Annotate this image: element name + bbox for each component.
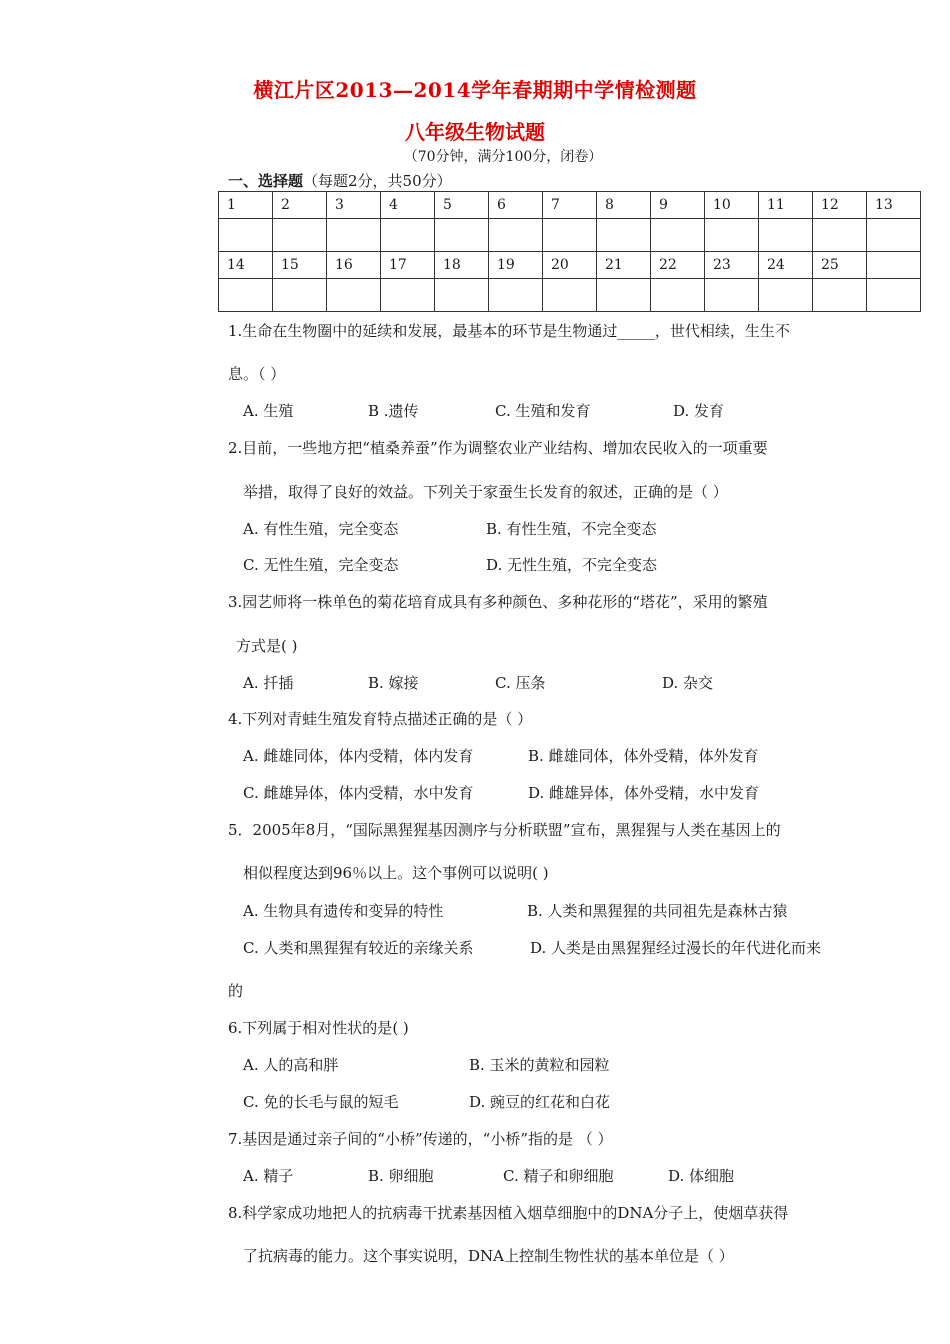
question-7-option-d[interactable]: D. 体细胞	[668, 1167, 735, 1185]
answer-cell[interactable]	[813, 219, 867, 252]
answer-number: 6	[489, 192, 543, 219]
answer-number: 7	[543, 192, 597, 219]
answer-number: 17	[381, 252, 435, 279]
question-2-option-c[interactable]: C. 无性生殖，完全变态	[243, 556, 399, 574]
answer-number: 12	[813, 192, 867, 219]
answer-number: 11	[759, 192, 813, 219]
question-7-option-b[interactable]: B. 卵细胞	[368, 1167, 434, 1185]
answer-number: 18	[435, 252, 489, 279]
question-3-line-1: 3.园艺师将一株单色的菊花培育成具有多种颜色、多种花形的“塔花”，采用的繁殖	[228, 593, 768, 611]
question-2-option-d[interactable]: D. 无性生殖，不完全变态	[486, 556, 658, 574]
question-1-line-2: 息。（ ）	[228, 365, 286, 383]
question-3-option-a[interactable]: A. 扦插	[243, 674, 294, 692]
question-2-option-a[interactable]: A. 有性生殖，完全变态	[243, 520, 399, 538]
exam-subtitle: 八年级生物试题	[405, 120, 545, 144]
answer-number: 2	[273, 192, 327, 219]
answer-number: 5	[435, 192, 489, 219]
question-1-line-1: 1.生命在生物圈中的延续和发展，最基本的环节是生物通过_____，世代相续，生生不	[228, 322, 790, 340]
question-6-option-c[interactable]: C. 免的长毛与鼠的短毛	[243, 1093, 399, 1111]
question-8-line-2: 了抗病毒的能力。这个事实说明，DNA上控制生物性状的基本单位是（ ）	[243, 1247, 734, 1265]
answer-number: 23	[705, 252, 759, 279]
question-4-option-b[interactable]: B. 雌雄同体，体外受精，体外发育	[528, 747, 759, 765]
question-7-option-a[interactable]: A. 精子	[243, 1167, 294, 1185]
answer-number: 16	[327, 252, 381, 279]
question-5-line-1: 5．2005年8月，“国际黑猩猩基因测序与分析联盟”宣布，黑猩猩与人类在基因上的	[228, 821, 781, 839]
question-1-option-a[interactable]: A. 生殖	[243, 402, 294, 420]
answer-blank-row	[219, 219, 921, 252]
question-1-option-c[interactable]: C. 生殖和发育	[495, 402, 591, 420]
answer-number: 8	[597, 192, 651, 219]
answer-cell[interactable]	[597, 219, 651, 252]
section-heading	[228, 170, 452, 191]
answer-number: 20	[543, 252, 597, 279]
question-3-option-d[interactable]: D. 杂交	[662, 674, 714, 692]
question-6-option-a[interactable]: A. 人的高和胖	[243, 1056, 339, 1074]
answer-cell[interactable]	[705, 279, 759, 312]
answer-cell[interactable]	[759, 219, 813, 252]
question-5-line-2: 相似程度达到96％以上。这个事例可以说明( )	[243, 864, 549, 882]
answer-number: 19	[489, 252, 543, 279]
answer-number: 1	[219, 192, 273, 219]
answer-number: 24	[759, 252, 813, 279]
answer-number: 15	[273, 252, 327, 279]
answer-number: 14	[219, 252, 273, 279]
answer-number: 3	[327, 192, 381, 219]
answer-cell[interactable]	[489, 219, 543, 252]
answer-cell[interactable]	[327, 219, 381, 252]
question-5-option-a[interactable]: A. 生物具有遗传和变异的特性	[243, 902, 444, 920]
answer-cell[interactable]	[867, 279, 921, 312]
answer-cell[interactable]	[597, 279, 651, 312]
exam-title: 横江片区2013—2014学年春期期中学情检测题	[253, 78, 697, 102]
answer-cell[interactable]	[435, 219, 489, 252]
question-6-line-1: 6.下列属于相对性状的是( )	[228, 1019, 409, 1037]
question-4-option-d[interactable]: D. 雌雄异体，体外受精，水中发育	[528, 784, 760, 802]
answer-cell[interactable]	[273, 279, 327, 312]
answer-number: 9	[651, 192, 705, 219]
question-2-option-b[interactable]: B. 有性生殖，不完全变态	[486, 520, 657, 538]
section-title: 一、选择题	[228, 172, 304, 190]
answer-cell[interactable]	[381, 219, 435, 252]
answer-table-row	[219, 192, 921, 219]
answer-cell[interactable]	[651, 219, 705, 252]
section-note: （每题2分，共50分）	[303, 172, 452, 190]
question-2-line-1: 2.目前，一些地方把“植桑养蚕”作为调整农业产业结构、增加农民收入的一项重要	[228, 439, 768, 457]
answer-cell[interactable]	[381, 279, 435, 312]
question-4-option-c[interactable]: C. 雌雄异体，体内受精，水中发育	[243, 784, 474, 802]
question-8-line-1: 8.科学家成功地把人的抗病毒干扰素基因植入烟草细胞中的DNA分子上，使烟草获得	[228, 1204, 789, 1222]
question-5-option-b[interactable]: B. 人类和黑猩猩的共同祖先是森林古猿	[527, 902, 788, 920]
answer-cell[interactable]	[813, 279, 867, 312]
answer-number: 25	[813, 252, 867, 279]
question-3-option-b[interactable]: B. 嫁接	[368, 674, 419, 692]
answer-cell[interactable]	[219, 279, 273, 312]
question-6-option-d[interactable]: D. 豌豆的红花和白花	[469, 1093, 611, 1111]
question-4-line-1: 4.下列对青蛙生殖发育特点描述正确的是（ ）	[228, 710, 533, 728]
question-4-option-a[interactable]: A. 雌雄同体，体内受精，体内发育	[243, 747, 474, 765]
answer-cell[interactable]	[543, 279, 597, 312]
question-3-line-2: 方式是( )	[236, 637, 298, 655]
answer-cell[interactable]	[705, 219, 759, 252]
question-5-option-c[interactable]: C. 人类和黑猩猩有较近的亲缘关系	[243, 939, 474, 957]
answer-cell[interactable]	[867, 219, 921, 252]
answer-number: 21	[597, 252, 651, 279]
answer-table-row	[219, 252, 921, 279]
answer-number: 13	[867, 192, 921, 219]
question-2-line-2: 举措，取得了良好的效益。下列关于家蚕生长发育的叙述，正确的是（ ）	[243, 483, 728, 501]
answer-cell[interactable]	[489, 279, 543, 312]
question-5-continuation: 的	[228, 982, 244, 1000]
answer-blank-row	[219, 279, 921, 312]
answer-cell[interactable]	[219, 219, 273, 252]
question-6-option-b[interactable]: B. 玉米的黄粒和园粒	[469, 1056, 610, 1074]
answer-number: 22	[651, 252, 705, 279]
question-1-option-b[interactable]: B .遗传	[368, 402, 419, 420]
answer-cell[interactable]	[543, 219, 597, 252]
question-5-option-d[interactable]: D. 人类是由黑猩猩经过漫长的年代进化而来	[530, 939, 822, 957]
answer-cell[interactable]	[759, 279, 813, 312]
question-3-option-c[interactable]: C. 压条	[495, 674, 546, 692]
answer-number	[867, 252, 921, 279]
answer-number: 4	[381, 192, 435, 219]
answer-cell[interactable]	[435, 279, 489, 312]
answer-cell[interactable]	[273, 219, 327, 252]
question-1-option-d[interactable]: D. 发育	[673, 402, 725, 420]
exam-info: （70分钟，满分100分，闭卷）	[403, 149, 603, 165]
answer-number: 10	[705, 192, 759, 219]
answer-table	[218, 191, 921, 312]
question-7-line-1: 7.基因是通过亲子间的“小桥”传递的，“小桥”指的是 （ ）	[228, 1130, 613, 1148]
answer-cell[interactable]	[651, 279, 705, 312]
answer-cell[interactable]	[327, 279, 381, 312]
question-7-option-c[interactable]: C. 精子和卵细胞	[503, 1167, 614, 1185]
